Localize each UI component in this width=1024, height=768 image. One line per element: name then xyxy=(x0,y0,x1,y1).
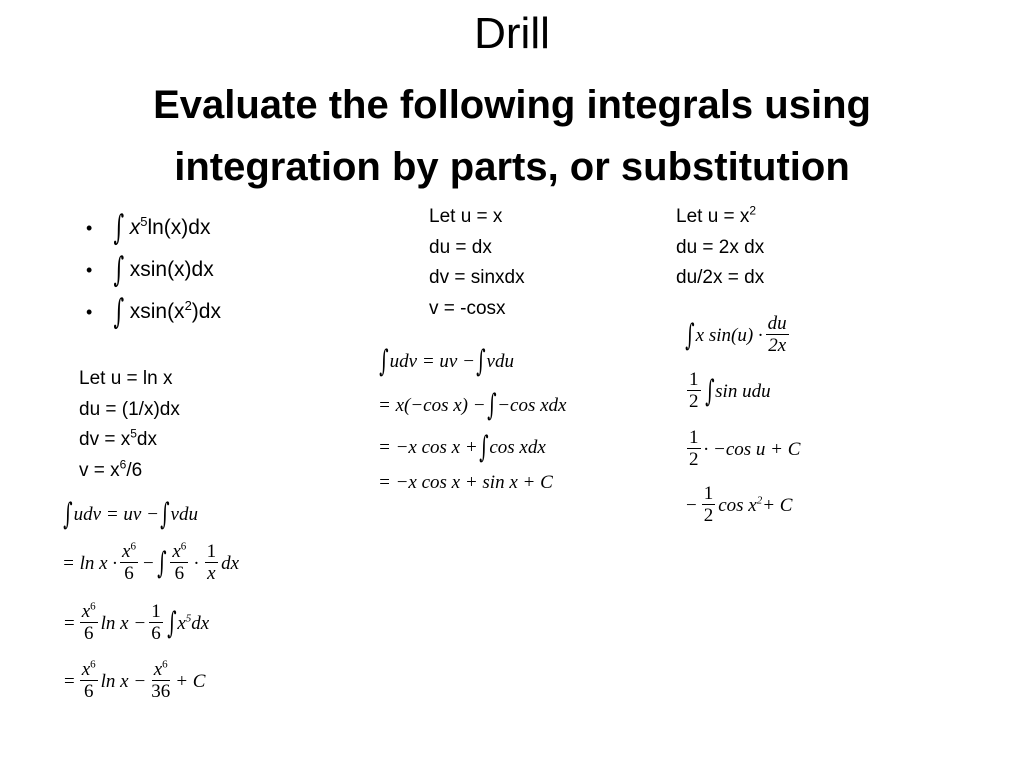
math2-row-4: = −x cos x + sin x + C xyxy=(378,472,553,493)
integral-sign: ∫ xyxy=(113,250,125,290)
integral-sign: ∫ xyxy=(63,497,73,532)
integral-sign: ∫ xyxy=(486,388,497,423)
bullet-marker: • xyxy=(86,259,93,280)
integrand: $xsin(x^2)dx$ xyxy=(129,298,221,323)
integral-sign: ∫ xyxy=(113,292,125,332)
integral-sign: ∫ xyxy=(476,344,486,379)
integrand: $x^5\ln(x)dx$ xyxy=(129,214,211,239)
math2-row-1: ∫ udv = uv − ∫ vdu xyxy=(379,344,514,379)
setup-line: Let $u = x^2$ xyxy=(676,203,757,227)
integral-sign: ∫ xyxy=(704,374,715,409)
math1-row-3: = $\frac{x^6}{6}$ ln x − $\frac{1}{6}$ ∫ $x^5$ dx xyxy=(64,600,210,644)
setup-line: v = -cosx xyxy=(429,297,506,319)
setup-line: Let u = x xyxy=(429,206,503,227)
math3-row-1: ∫ x sin(u) · $\frac{du}{2x}$ xyxy=(685,313,787,356)
math3-row-3: $\frac{1}{2}$ · −cos u + C xyxy=(689,427,801,470)
integral-sign: ∫ xyxy=(379,344,389,379)
setup-line: du = 2x dx xyxy=(676,236,765,258)
integrand: xsin(x)dx xyxy=(129,258,214,281)
math1-row-1: ∫ udv = uv − ∫ vdu xyxy=(63,497,198,532)
integral-sign: ∫ xyxy=(685,318,695,353)
math2-row-3: = −x cos x + ∫ cos xdx xyxy=(378,430,546,465)
setup-line: Let u = ln x xyxy=(79,368,173,389)
slide-subtitle: Evaluate the following integrals using integration by parts, or substitution xyxy=(153,83,871,189)
math2-row-2: = x(−cos x) − ∫ −cos xdx xyxy=(378,388,567,423)
math1-row-2: = ln x · $\frac{x^6}{6}$ − ∫ $\frac{x^6}{6}$ · $\frac{1}{x}$ dx xyxy=(62,540,240,584)
setup-line: dv = sinxdx xyxy=(429,267,525,288)
integral-sign: ∫ xyxy=(166,606,177,641)
math1-row-4: = $\frac{x^6}{6}$ ln x − $\frac{x^6}{36}$ + C xyxy=(64,658,206,702)
integral-sign: ∫ xyxy=(478,430,489,465)
integral-sign: ∫ xyxy=(113,208,125,248)
setup-line: du/2x = dx xyxy=(676,267,765,288)
setup-line: du = (1/x)dx xyxy=(79,398,180,420)
integral-sign: ∫ xyxy=(156,546,167,581)
bullet-integral-3 xyxy=(86,292,221,332)
math3-row-4: − $\frac{1}{2}$ $\cos x^2$ + C xyxy=(686,483,793,526)
setup-block-1 xyxy=(79,364,180,486)
bullet-marker: • xyxy=(86,301,93,322)
bullet-marker: • xyxy=(86,217,93,238)
math3-row-2: $\frac{1}{2}$ ∫ sin udu xyxy=(689,369,771,412)
setup-block-2 xyxy=(429,202,525,324)
slide-title: Drill xyxy=(474,9,550,58)
setup-line: du = dx xyxy=(429,236,492,258)
bullet-integral-2 xyxy=(86,250,214,290)
integral-sign: ∫ xyxy=(160,497,170,532)
setup-line: $v = x^6/6$ xyxy=(79,457,143,481)
setup-block-3 xyxy=(676,202,764,294)
setup-line: dv = $x^5dx$ xyxy=(79,426,157,450)
bullet-integral-1 xyxy=(86,208,210,248)
